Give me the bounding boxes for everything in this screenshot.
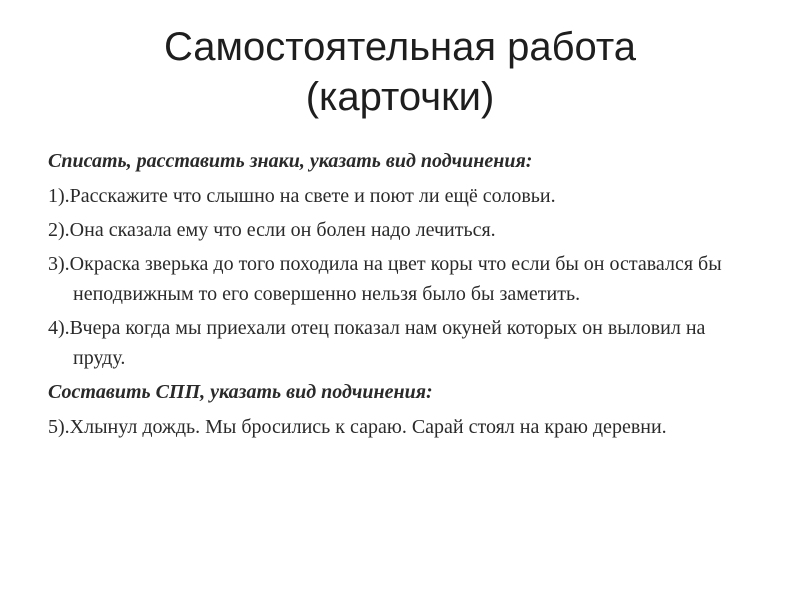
task-item-4	[48, 313, 748, 373]
task-item-3	[48, 249, 748, 309]
slide-title-line-2: (карточки)	[305, 75, 495, 119]
task-item-text: Расскажите что слышно на свете и поют ли ещё соловьи.	[69, 185, 556, 207]
task-heading-1: Списать, расставить знаки, указать вид подчинения:	[48, 150, 533, 172]
slide-title-line-1: Самостоятельная работа	[163, 25, 637, 69]
task-heading-2: Составить СПП, указать вид подчинения:	[48, 381, 433, 403]
task-item-2	[48, 215, 748, 245]
task-item-number: 2).	[48, 219, 70, 241]
slide-title	[40, 22, 760, 122]
slide-body	[48, 146, 748, 446]
task-item-5	[48, 412, 748, 442]
task-item-text: Окраска зверька до того походила на цвет коры что если бы он оставался бы неподвижным то его совершенно нельзя было бы заметить.	[69, 253, 722, 305]
task-item-number: 3).	[48, 253, 70, 275]
task-item-number: 4).	[48, 317, 70, 339]
task-item-number: 5).	[48, 416, 70, 438]
task-item-text: Она сказала ему что если он болен надо лечиться.	[69, 219, 496, 241]
task-item-text: Вчера когда мы приехали отец показал нам окуней которых он выловил на пруду.	[69, 317, 706, 369]
task-item-text: Хлынул дождь. Мы бросились к сараю. Сарай стоял на краю деревни.	[69, 416, 667, 438]
task-item-number: 1).	[48, 185, 70, 207]
task-item-1	[48, 181, 748, 211]
